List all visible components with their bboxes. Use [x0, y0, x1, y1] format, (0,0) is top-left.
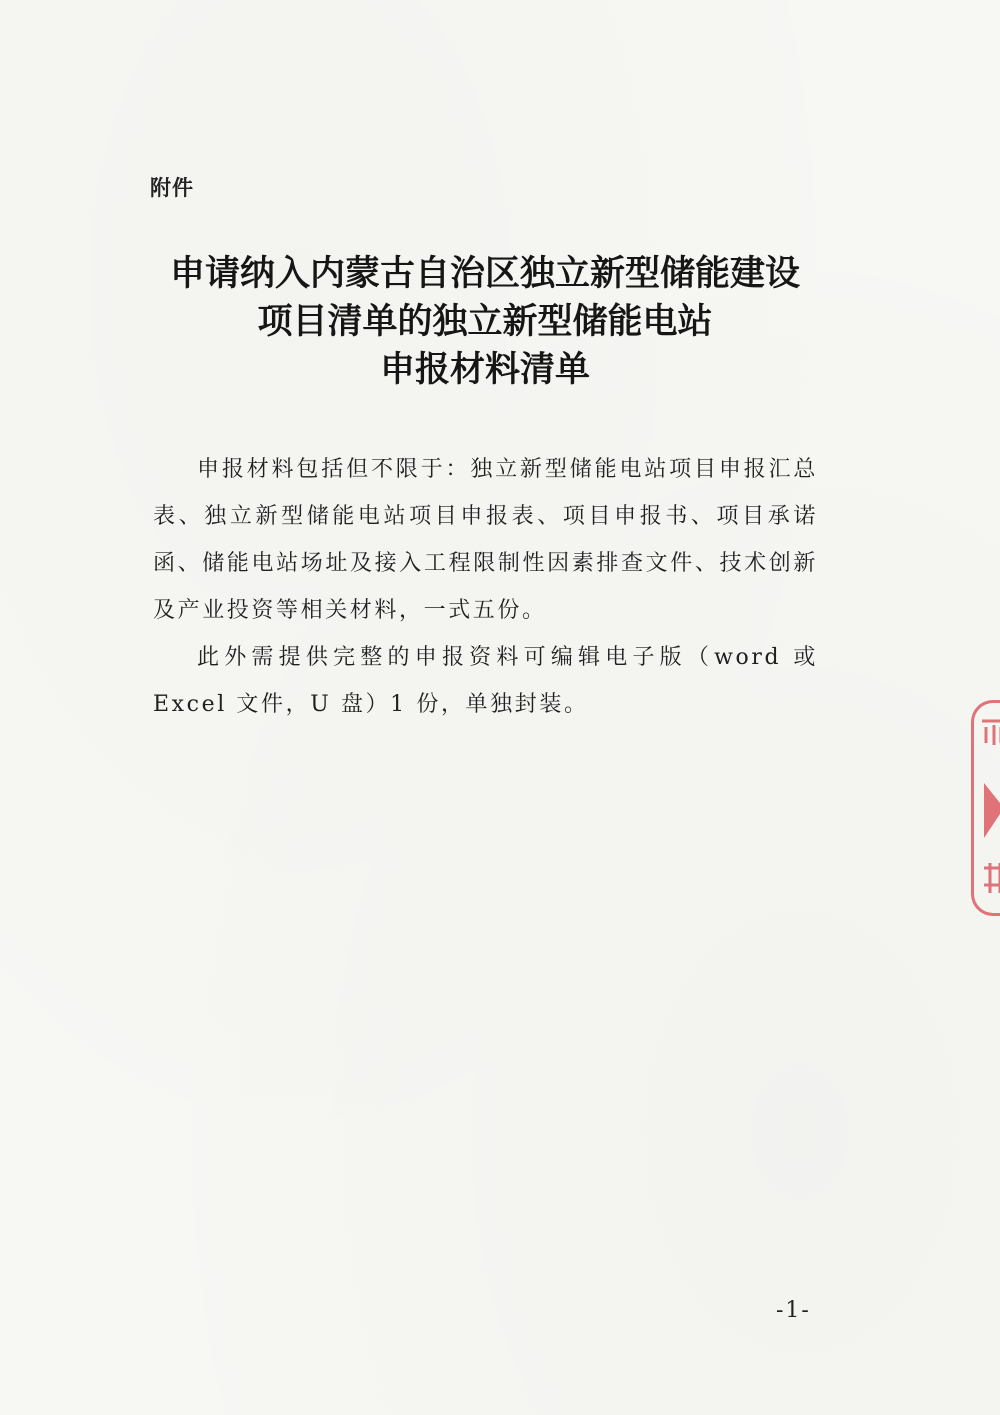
- page-number: -1-: [776, 1298, 811, 1323]
- document-body: [153, 446, 818, 728]
- body-paragraph-2: 此外需提供完整的申报资料可编辑电子版（word 或 Excel 文件，U 盘）1 份，单独封装。: [153, 645, 818, 717]
- title-line-1: 申请纳入内蒙古自治区独立新型储能建设: [169, 253, 800, 294]
- attachment-label: 附件: [150, 176, 194, 200]
- body-paragraph-1: 申报材料包括但不限于：独立新型储能电站项目申报汇总表、独立新型储能电站项目申报表、项目申报书、项目承诺函、储能电站场址及接入工程限制性因素排查文件、技术创新及产业投资等相关材料，一式五份。: [153, 457, 818, 623]
- title-line-3: 申报材料清单: [379, 349, 590, 390]
- document-title: [120, 250, 850, 394]
- official-seal-stamp: [971, 700, 1000, 916]
- title-line-2: 项目清单的独立新型储能电站: [257, 301, 713, 342]
- seal-fragment-graphic: [974, 703, 1000, 913]
